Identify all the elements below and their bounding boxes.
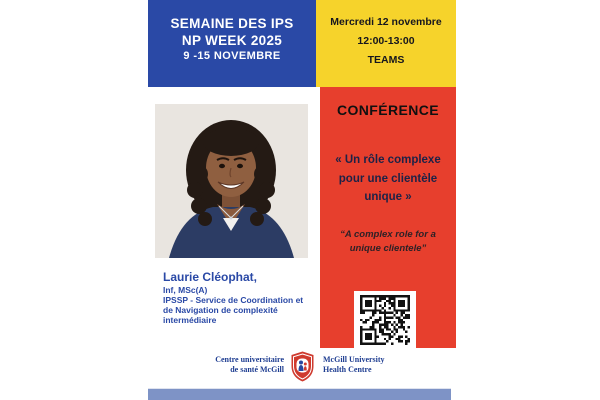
speaker-photo: [155, 104, 308, 258]
org-name-fr: Centre universitaire de santé McGill: [215, 355, 284, 374]
org-name-en: McGill University Health Centre: [323, 355, 385, 374]
conference-title: CONFÉRENCE: [336, 102, 439, 118]
portrait-illustration: [155, 104, 308, 258]
event-title-fr: SEMAINE DES IPS: [170, 16, 294, 31]
conference-topic-en: “A complex role for a unique clientele”: [340, 228, 436, 254]
footer-accent-bar: [148, 388, 451, 400]
speaker-role: IPSSP - Service de Coordination et de Navigation de complexité intermédiaire: [163, 295, 304, 325]
speaker-name: Laurie Cléophat,: [163, 270, 258, 284]
schedule-box: [316, 0, 456, 87]
event-dates: 9 -15 NOVEMBRE: [183, 50, 281, 62]
schedule-time: 12:00-13:00: [357, 35, 415, 47]
muhc-shield-logo-icon: [291, 351, 314, 382]
speaker-info: [163, 270, 315, 325]
event-banner: [148, 0, 316, 87]
speaker-credentials: Inf, MSc(A): [163, 285, 208, 295]
schedule-platform: TEAMS: [367, 54, 405, 66]
event-title-en: NP WEEK 2025: [181, 33, 283, 48]
conference-topic-fr: « Un rôle complexe pour une clientèle unique »: [335, 154, 441, 203]
qr-code: [354, 291, 416, 348]
schedule-date: Mercredi 12 novembre: [330, 16, 442, 28]
